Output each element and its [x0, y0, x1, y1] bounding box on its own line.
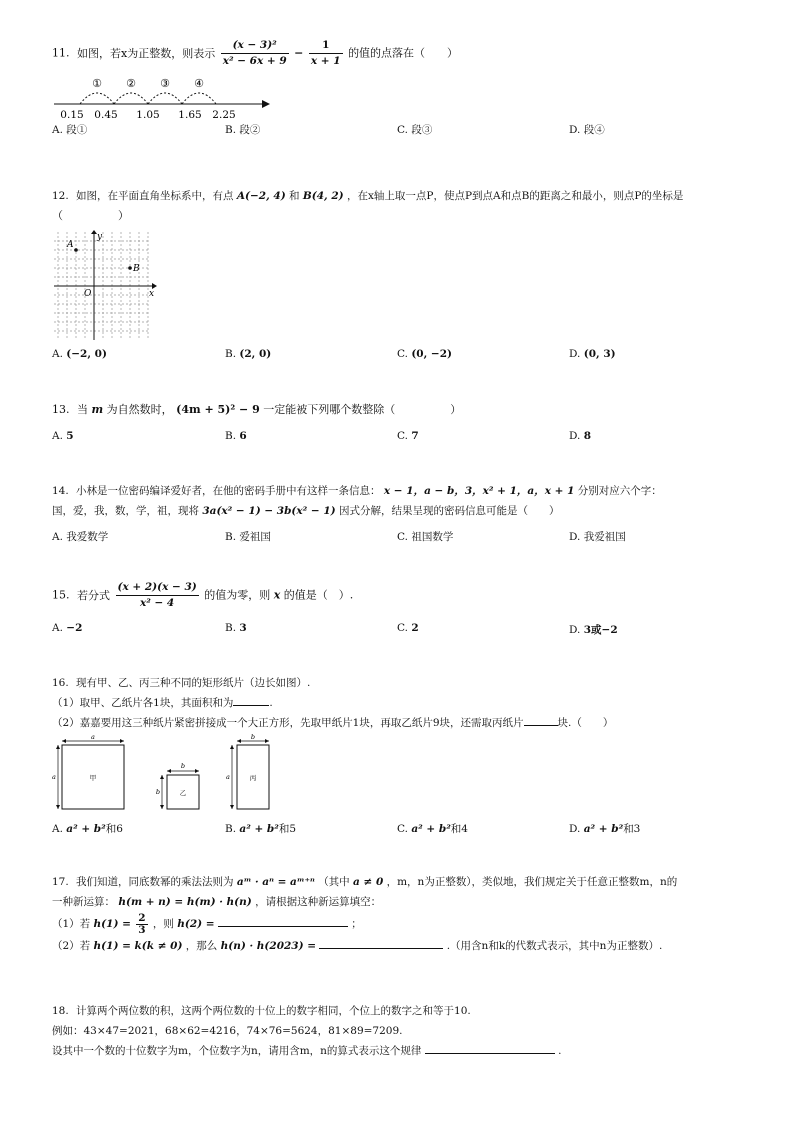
- q12-option-d-letter: D.: [569, 348, 581, 360]
- q13-option-c[interactable]: [397, 430, 419, 442]
- q14-option-d[interactable]: D. 我爱祖国: [569, 531, 626, 543]
- q11-fraction-1: [221, 38, 289, 69]
- q15-option-c[interactable]: [397, 622, 419, 634]
- q14-line1-text-b: 分别对应六个字：: [577, 485, 662, 497]
- q17-line3-text-c: ；: [351, 918, 362, 930]
- q11-seg-4: ④: [194, 77, 204, 90]
- question-18: [52, 1001, 752, 1061]
- q17-h2: h(2) =: [177, 918, 215, 930]
- q17-two-thirds: [136, 913, 147, 936]
- q11-tick-1: 0.15: [60, 109, 84, 121]
- q16-option-a[interactable]: [52, 821, 123, 836]
- q12-label-b: B: [133, 264, 140, 274]
- q15-text-c: 的值是（ ）.: [283, 588, 354, 602]
- question-14: [52, 481, 752, 543]
- q16-option-b-expr: a² + b²: [239, 823, 279, 835]
- q12-label-o: O: [84, 289, 92, 299]
- q15-frac-num: (x + 2)(x − 3): [116, 580, 199, 596]
- q17-line-4: [52, 936, 752, 956]
- question-12: [52, 186, 752, 360]
- q16-number: 16.: [52, 677, 69, 689]
- q13-option-c-value: 7: [411, 430, 419, 442]
- q18-line-1: [52, 1001, 752, 1021]
- q17-line1-text-c: ，m，n为正整数），类似地，我们规定关于任意正整数m，n的: [386, 876, 678, 888]
- q17-line2-text-a: 一种新运算：: [52, 896, 115, 908]
- q16-option-d-expr: a² + b²: [583, 823, 624, 835]
- q15-option-d-letter: D.: [569, 624, 581, 636]
- q17-h1: h(1) =: [93, 918, 131, 930]
- q16-option-b-tail: 和5: [278, 823, 297, 835]
- q16-line3-text-b: 块.（ ）: [557, 717, 614, 729]
- q17-new-rule: h(m + n) = h(m) · h(n): [118, 896, 252, 908]
- q15-option-a-letter: A.: [52, 622, 63, 634]
- q13-option-b-value: 6: [239, 430, 247, 442]
- q15-var-x: x: [273, 588, 281, 602]
- q11-option-a[interactable]: A. 段①: [52, 124, 88, 136]
- q17-line1-text-a: 我们知道，同底数幂的乘法法则为: [76, 876, 234, 888]
- q15-option-b-letter: B.: [225, 622, 237, 634]
- q18-line1-text: 计算两个两位数的积，这两个两位数的十位上的数字相同，个位上的数字之和等于10.: [76, 1005, 471, 1017]
- q15-option-b-value: 3: [239, 622, 247, 634]
- q18-line-2: 例如：43×47=2021，68×62=4216，74×76=5624，81×89=7209.: [52, 1025, 403, 1037]
- q14-option-b[interactable]: B. 爱祖国: [225, 531, 271, 543]
- q12-option-d[interactable]: [569, 348, 616, 360]
- q12-option-c-value: (0, −2): [411, 348, 453, 360]
- q11-option-c[interactable]: C. 段③: [397, 124, 433, 136]
- q11-frac2-den: x + 1: [310, 55, 341, 67]
- q16-option-c-tail: 和4: [450, 823, 468, 835]
- q16-line-1: [52, 673, 752, 693]
- q16-option-a-expr: a² + b²: [66, 823, 106, 835]
- q16-options: [52, 821, 752, 839]
- q16-option-a-letter: A.: [52, 823, 63, 835]
- q17-line4-text-b: ，那么: [185, 940, 218, 952]
- q16-line-3: [52, 713, 752, 733]
- q12-option-d-value: (0, 3): [583, 348, 616, 360]
- q13-option-d-letter: D.: [569, 430, 581, 442]
- q11-minus: −: [294, 46, 304, 60]
- q14-options: [52, 529, 752, 547]
- q12-coordinate-graph: [52, 230, 162, 342]
- q13-option-a-letter: A.: [52, 430, 63, 442]
- q13-number: 13.: [52, 403, 70, 416]
- q14-line-1: [52, 481, 752, 501]
- q16-fig-bing-side-a: a: [226, 773, 230, 781]
- q17-blank-1[interactable]: [218, 914, 348, 927]
- q12-text-b: ，在x轴上取一点P，使点P到点A和点B的距离之和最小，则点P的坐标是: [346, 190, 684, 202]
- q15-frac-den: x² − 4: [139, 597, 175, 609]
- q16-fig-bing-label: 丙: [249, 774, 257, 782]
- q15-option-d-value: 3或−2: [583, 624, 618, 636]
- q16-fig-jia-side-a: a: [52, 773, 56, 781]
- q16-fig-yi-top-b: b: [180, 762, 186, 770]
- q11-frac1-num: (x − 3)²: [221, 38, 289, 54]
- q16-line2-text-b: .: [269, 697, 273, 709]
- q11-tick-3: 1.05: [136, 109, 160, 121]
- q15-fraction: [116, 580, 199, 611]
- q11-tick-4: 1.65: [178, 109, 202, 121]
- q11-text-a: 如图，若x为正整数，则表示: [77, 46, 216, 60]
- question-16: [52, 673, 752, 835]
- q11-options: [52, 122, 752, 140]
- q13-option-b-letter: B.: [225, 430, 237, 442]
- q15-text-a: 若分式: [77, 588, 110, 602]
- q13-var-m: m: [91, 403, 104, 416]
- q15-option-a-value: −2: [66, 622, 83, 634]
- q15-option-c-value: 2: [411, 622, 419, 634]
- q17-line4-text-c: .（用含n和k的代数式表示，其中n为正整数）.: [446, 940, 663, 952]
- question-13: [52, 400, 752, 442]
- q16-fig-jia-top-a: a: [91, 733, 95, 741]
- q11-frac2-num: 1: [309, 38, 343, 54]
- q12-label-x: x: [149, 289, 155, 299]
- q17-line-2: [52, 892, 752, 912]
- q13-option-b[interactable]: [225, 430, 247, 442]
- q16-option-a-tail: 和6: [105, 823, 123, 835]
- q14-line2-text-a: 国，爱，我，数，学，祖，现将: [52, 505, 199, 517]
- q17-line-1: [52, 872, 752, 892]
- q13-options: [52, 430, 752, 448]
- q14-number: 14.: [52, 485, 69, 497]
- q12-option-c[interactable]: [397, 348, 452, 360]
- q11-stem: [52, 38, 752, 69]
- q16-option-b-letter: B.: [225, 823, 237, 835]
- q14-line2-text-b: 因式分解，结果呈现的密码信息可能是（ ）: [338, 505, 560, 517]
- q13-option-a-value: 5: [66, 430, 74, 442]
- q11-option-b[interactable]: B. 段②: [225, 124, 261, 136]
- q17-number: 17.: [52, 876, 69, 888]
- q14-option-c[interactable]: C. 祖国数学: [397, 531, 454, 543]
- q15-text-b: 的值为零，则: [204, 588, 271, 602]
- q15-option-a[interactable]: [52, 622, 82, 634]
- q15-stem: [52, 580, 752, 611]
- q17-line3-text-a: （1）若: [52, 918, 91, 930]
- q12-point-a: A(−2, 4): [236, 190, 286, 202]
- q16-line3-text-a: （2）嘉嘉要用这三种纸片紧密拼接成一个大正方形，先取甲纸片1块，再取乙纸片9块，还需取丙纸片: [52, 717, 524, 729]
- q11-seg-2: ②: [126, 77, 136, 90]
- q13-option-d-value: 8: [583, 430, 592, 442]
- q12-option-a-value: (−2, 0): [66, 348, 107, 360]
- q11-tick-2: 0.45: [94, 109, 118, 121]
- q17-line4-text-a: （2）若: [52, 940, 91, 952]
- q15-option-c-letter: C.: [397, 622, 408, 634]
- q16-fig-yi-side-b: b: [155, 788, 161, 796]
- q12-stem: [52, 186, 752, 206]
- q14-line1-text-a: 小林是一位密码编译爱好者，在他的密码手册中有这样一条信息：: [76, 485, 381, 497]
- q12-stem-2: （ ）: [52, 209, 129, 222]
- q16-line1-text: 现有甲、乙、丙三种不同的矩形纸片（边长如图）.: [76, 677, 311, 689]
- q17-hn-h2023: h(n) · h(2023) =: [220, 940, 317, 952]
- q11-seg-1: ①: [92, 77, 102, 90]
- q11-tick-5: 2.25: [212, 109, 236, 121]
- q18-line-3: [52, 1041, 752, 1061]
- q11-text-b: 的值的点落在（ ）: [348, 46, 459, 60]
- q16-blank-2[interactable]: [524, 713, 558, 726]
- q11-number-line: [52, 76, 282, 120]
- q16-line2-text-a: （1）取甲、乙纸片各1块，其面积和为: [52, 697, 234, 709]
- q16-option-d-letter: D.: [569, 823, 581, 835]
- q11-seg-3: ③: [160, 77, 170, 90]
- q16-option-c-expr: a² + b²: [411, 823, 451, 835]
- q13-expression: (4m + 5)² − 9: [176, 403, 260, 416]
- question-15: [52, 580, 752, 636]
- q17-power-rule: aᵐ · aⁿ = aᵐ⁺ⁿ: [236, 876, 315, 888]
- q12-point-b: B(4, 2): [302, 190, 344, 202]
- q18-number: 18.: [52, 1005, 69, 1017]
- q16-option-d-tail: 和3: [623, 823, 641, 835]
- q16-figures: [52, 733, 292, 817]
- q18-blank[interactable]: [425, 1041, 555, 1054]
- q11-fraction-2: [309, 38, 343, 69]
- q16-option-d[interactable]: [569, 821, 640, 836]
- q13-option-a[interactable]: [52, 430, 74, 442]
- q16-fig-yi-label: 乙: [179, 789, 187, 797]
- q16-option-c-letter: C.: [397, 823, 408, 835]
- q11-option-d[interactable]: D. 段④: [569, 124, 605, 136]
- q12-label-a: A: [67, 240, 74, 250]
- q15-option-d[interactable]: [569, 622, 618, 637]
- q16-option-b[interactable]: [225, 821, 296, 836]
- q13-text-a: 当: [77, 403, 88, 416]
- q15-options: [52, 622, 752, 640]
- q12-options: [52, 348, 752, 366]
- q18-line3-text-a: 设其中一个数的十位数字为m，个位数字为n，请用含m，n的算式表示这个规律: [52, 1045, 422, 1057]
- q13-text-c: 一定能被下列哪个数整除（ ）: [263, 403, 462, 416]
- q14-codes: x − 1，a − b，3，x² + 1，a，x + 1: [383, 485, 575, 497]
- question-11: [52, 38, 752, 136]
- q18-line3-text-b: .: [558, 1045, 562, 1057]
- q17-frac-den: 3: [138, 923, 146, 936]
- q17-line-3: [52, 912, 752, 936]
- q12-option-b-value: (2, 0): [239, 348, 272, 360]
- q11-frac1-den: x² − 6x + 9: [222, 55, 287, 67]
- q12-option-a[interactable]: [52, 348, 107, 360]
- q15-number: 15.: [52, 588, 70, 602]
- q17-line3-text-b: ，则: [152, 918, 174, 930]
- q17-line1-text-b: （其中: [318, 876, 350, 888]
- q13-text-b: 为自然数时，: [106, 403, 173, 416]
- q13-option-d[interactable]: [569, 430, 591, 442]
- q14-line-2: [52, 501, 752, 521]
- q14-option-a[interactable]: A. 我爱数学: [52, 531, 109, 543]
- q16-fig-jia-label: 甲: [89, 774, 97, 782]
- q17-frac-num: 2: [138, 911, 146, 924]
- q15-option-b[interactable]: [225, 622, 247, 634]
- q13-option-c-letter: C.: [397, 430, 408, 442]
- q14-expression: 3a(x² − 1) − 3b(x² − 1): [202, 505, 336, 517]
- question-17: [52, 872, 752, 956]
- q11-number: 11.: [52, 46, 70, 60]
- q16-blank-1[interactable]: [233, 693, 269, 706]
- q12-number: 12.: [52, 190, 69, 202]
- q16-fig-bing-top-b: b: [250, 733, 256, 741]
- q12-option-b-letter: B.: [225, 348, 237, 360]
- q12-option-b[interactable]: [225, 348, 271, 360]
- q17-a-nonzero: a ≠ 0: [353, 876, 384, 888]
- q17-h1-k: h(1) = k(k ≠ 0): [93, 940, 183, 952]
- q17-blank-2[interactable]: [319, 936, 443, 949]
- q16-line-2: [52, 693, 752, 713]
- q12-label-y: y: [97, 232, 103, 242]
- q17-line2-text-b: ，请根据这种新运算填空：: [255, 896, 382, 908]
- q12-and: 和: [289, 190, 300, 202]
- q12-option-c-letter: C.: [397, 348, 408, 360]
- q13-stem: [52, 400, 752, 420]
- q12-option-a-letter: A.: [52, 348, 63, 360]
- q12-text-a: 如图，在平面直角坐标系中，有点: [76, 190, 234, 202]
- q16-option-c[interactable]: [397, 821, 468, 836]
